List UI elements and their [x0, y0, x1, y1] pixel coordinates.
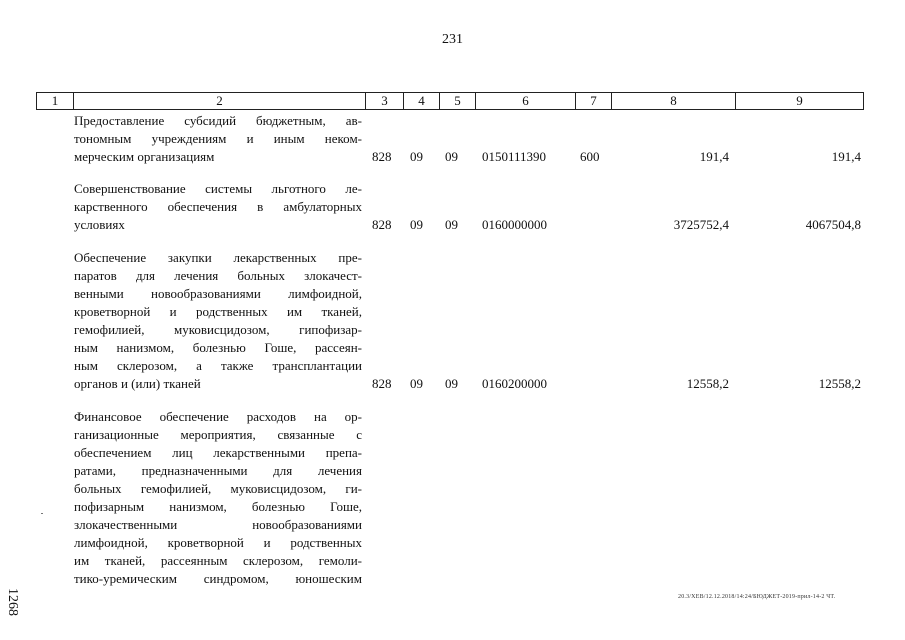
- column-header: 9: [735, 93, 863, 109]
- description-line: органов и (или) тканей: [74, 376, 201, 391]
- expense-type-code: 600: [580, 149, 600, 164]
- description-line: тономным учреждениям и иным неком-: [74, 131, 362, 146]
- description-line: кроветворной и родственных им тканей,: [74, 304, 362, 319]
- amount-col-9: 4067504,8: [805, 217, 861, 232]
- ved-code: 828: [372, 149, 392, 164]
- subsection-code: 09: [445, 217, 458, 232]
- side-page-number: 1268: [5, 588, 20, 616]
- description-line: Совершенствование системы льготного ле-: [74, 181, 362, 196]
- description-line: тико-уремическим синдромом, юношеским: [74, 571, 362, 586]
- description-line: пофизарным нанизмом, болезнью Гоше,: [74, 499, 362, 514]
- amount-col-8: 3725752,4: [673, 217, 729, 232]
- subsection-code: 09: [445, 149, 458, 164]
- page-number: 231: [442, 32, 463, 47]
- section-code: 09: [410, 376, 423, 391]
- column-header: 7: [575, 93, 611, 109]
- column-header: 8: [611, 93, 735, 109]
- description-line: ным склерозом, а также трансплантации: [74, 358, 362, 373]
- description-line: им тканей, рассеянным склерозом, гемоли-: [74, 553, 362, 568]
- amount-col-9: 12558,2: [818, 376, 861, 391]
- column-header: 2: [73, 93, 365, 109]
- section-code: 09: [410, 149, 423, 164]
- description-line: Финансовое обеспечение расходов на ор-: [74, 409, 362, 424]
- description-line: злокачественными новообразованиями: [74, 517, 362, 532]
- description-line: Обеспечение закупки лекарственных пре-: [74, 250, 362, 265]
- row-description: [74, 112, 362, 166]
- column-header: 1: [51, 93, 59, 108]
- scan-speck: [41, 513, 43, 514]
- target-article-code: 0160200000: [482, 376, 547, 391]
- amount-col-8: 191,4: [699, 149, 729, 164]
- section-code: 09: [410, 217, 423, 232]
- ved-code: 828: [372, 217, 392, 232]
- description-line: мерческим организациям: [74, 149, 215, 164]
- description-line: карственного обеспечения в амбулаторных: [74, 199, 362, 214]
- description-line: венными новообразованиями лимфоидной,: [74, 286, 362, 301]
- description-line: Предоставление субсидий бюджетным, ав-: [74, 113, 362, 128]
- row-description: [74, 408, 362, 588]
- target-article-code: 0160000000: [482, 217, 547, 232]
- row-description: [74, 249, 362, 393]
- description-line: ганизационные мероприятия, связанные с: [74, 427, 362, 442]
- footer-document-code: 20.3/ХЕВ/12.12.2018/14:24/БЮДЖЕТ-2019-прил-14-2 ЧТ.: [678, 594, 836, 600]
- column-header: 4: [403, 93, 439, 109]
- column-header: 3: [365, 93, 403, 109]
- column-header: 6: [475, 93, 575, 109]
- description-line: обеспечением лиц лекарственными препа-: [74, 445, 362, 460]
- description-line: гемофилией, муковисцидозом, гипофизар-: [74, 322, 362, 337]
- target-article-code: 0150111390: [482, 149, 547, 164]
- amount-col-9: 191,4: [831, 149, 861, 164]
- column-header: 5: [439, 93, 475, 109]
- amount-col-8: 12558,2: [686, 376, 729, 391]
- description-line: лимфоидной, кроветворной и родственных: [74, 535, 362, 550]
- ved-code: 828: [372, 376, 392, 391]
- description-line: ным нанизмом, болезнью Гоше, рассеян-: [74, 340, 362, 355]
- column-header-row: [36, 92, 864, 110]
- row-description: [74, 180, 362, 234]
- subsection-code: 09: [445, 376, 458, 391]
- description-line: ратами, предназначенными для лечения: [74, 463, 362, 478]
- description-line: паратов для лечения больных злокачест-: [74, 268, 362, 283]
- description-line: условиях: [74, 217, 125, 232]
- description-line: больных гемофилией, муковисцидозом, ги-: [74, 481, 362, 496]
